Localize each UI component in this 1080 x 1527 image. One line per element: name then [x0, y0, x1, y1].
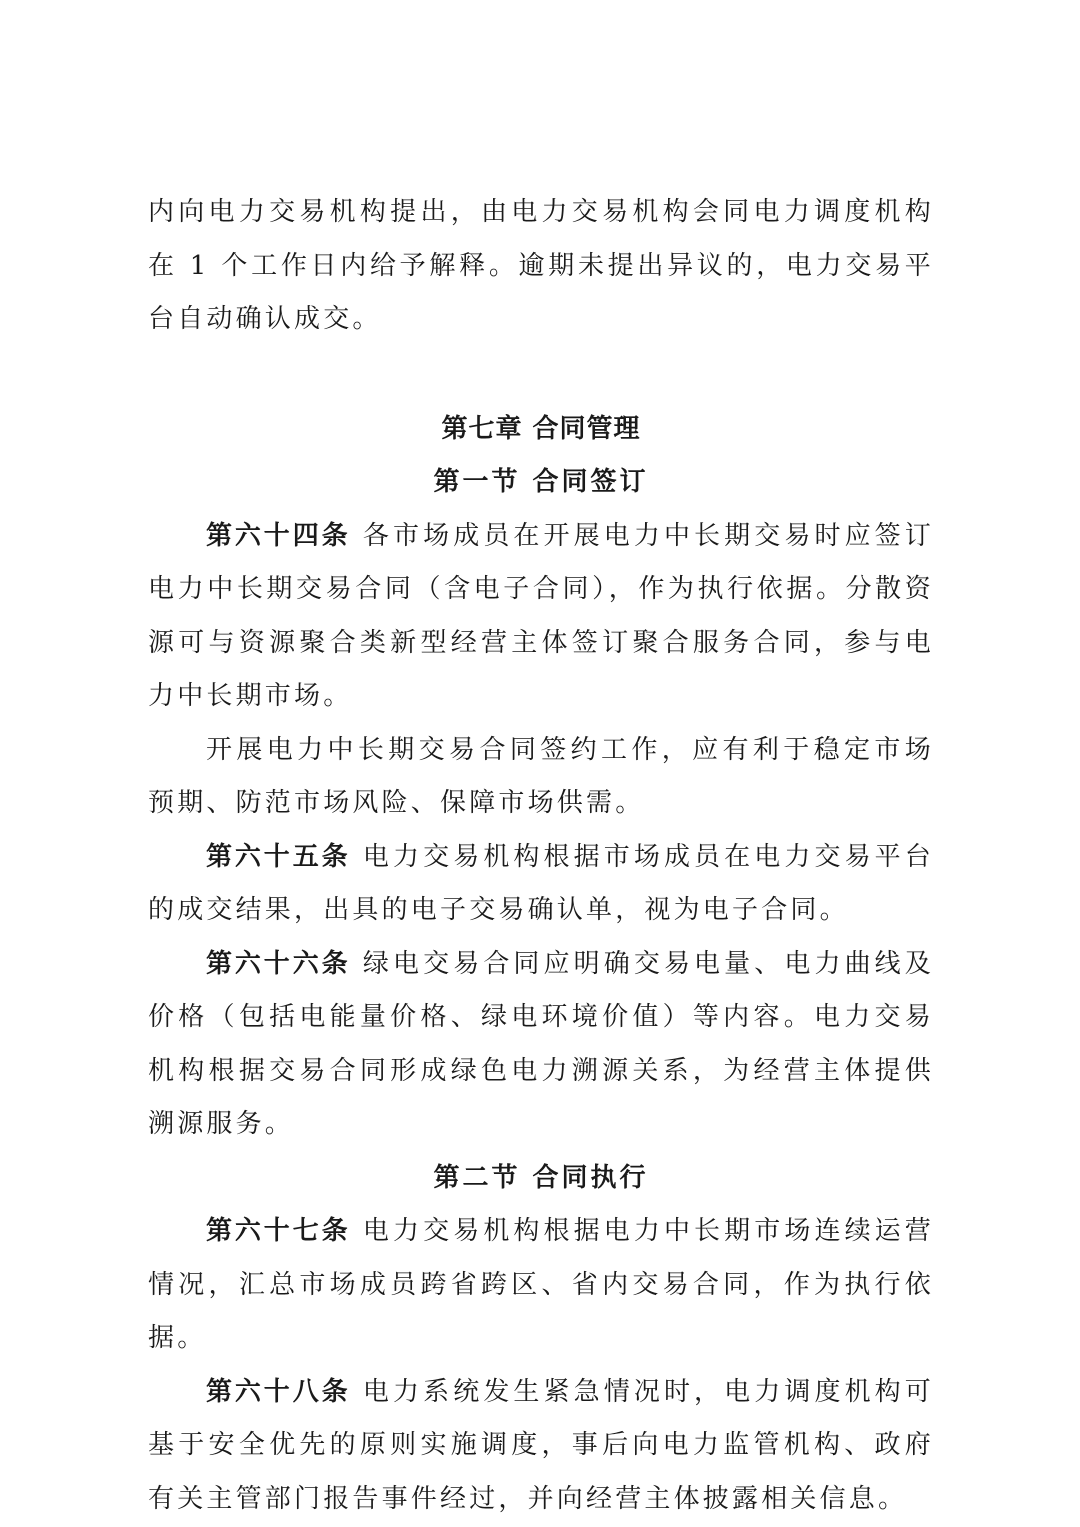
article-text: 绿电交易合同应明确交易电量、电力曲线及价格（包括电能量价格、绿电环境价值）等内容。电力交易机构根据交易合同形成绿色电力溯源关系，为经营主体提供溯源服务。: [148, 948, 934, 1139]
article-number: 第六十八条: [206, 1376, 351, 1407]
article-text: 各市场成员在开展电力中长期交易时应签订电力中长期交易合同（含电子合同），作为执行依据。分散资源可与资源聚合类新型经营主体签订聚合服务合同，参与电力中长期市场。: [148, 520, 934, 711]
article-64: [148, 510, 934, 724]
article-number: 第六十四条: [206, 520, 351, 551]
section-title-contract-execution: 第二节 合同执行: [433, 1162, 649, 1193]
article-text: 电力交易机构根据电力中长期市场连续运营情况，汇总市场成员跨省跨区、省内交易合同，作为执行依据。: [148, 1216, 934, 1353]
article-text: 开展电力中长期交易合同签约工作，应有利于稳定市场预期、防范市场风险、保障市场供需。: [148, 734, 934, 818]
article-66: [148, 938, 934, 1152]
article-text: 电力交易机构根据市场成员在电力交易平台的成交结果，出具的电子交易确认单，视为电子合同。: [148, 841, 934, 925]
article-65: [148, 831, 934, 938]
article-number: 第六十七条: [206, 1216, 351, 1246]
article-67: [148, 1205, 934, 1366]
article-number: 第六十六条: [206, 948, 351, 979]
article-68: [148, 1366, 934, 1527]
chapter-title: 第七章 合同管理: [441, 413, 641, 444]
article-text: 电力系统发生紧急情况时，电力调度机构可基于安全优先的原则实施调度，事后向电力监管机构、政府有关主管部门报告事件经过，并向经营主体披露相关信息。: [148, 1376, 934, 1514]
section-title-contract-signing: 第一节 合同签订: [433, 467, 649, 497]
article-number: 第六十五条: [206, 841, 351, 872]
spacer: [148, 347, 934, 403]
intro-paragraph: 内向电力交易机构提出，由电力交易机构会同电力调度机构在 1 个工作日内给予解释。逾期未提出异议的，电力交易平台自动确认成交。: [148, 197, 934, 334]
document-page: [148, 186, 934, 1526]
article-64-paragraph-2: [148, 724, 934, 831]
